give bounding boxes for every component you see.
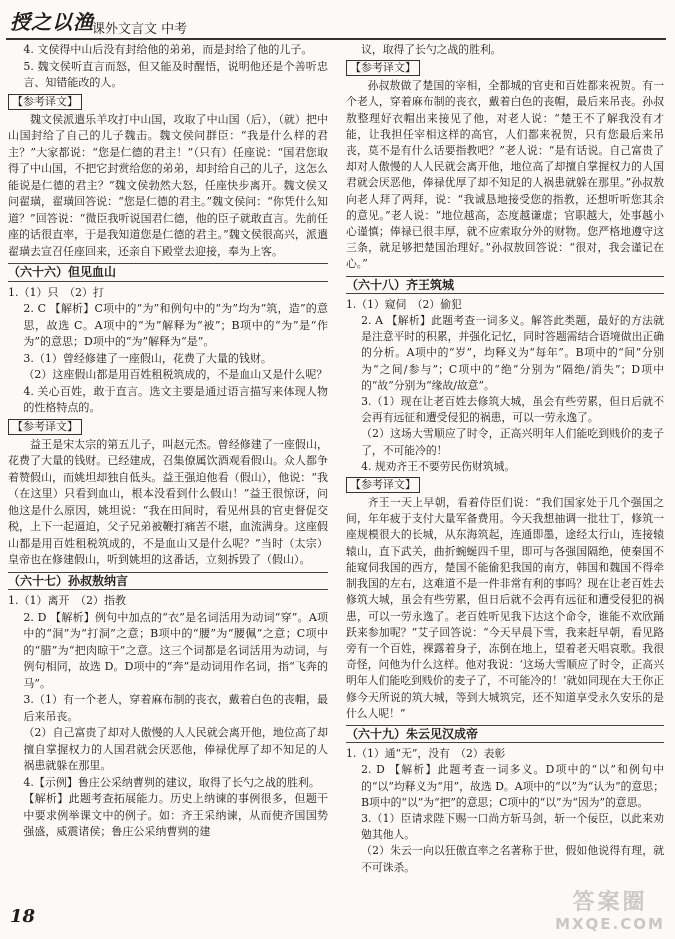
answer-3-1: 3.（1）有一个老人，穿着麻布制的丧衣，戴着白色的丧帽，最后来吊丧。 xyxy=(23,693,328,723)
watermark-url: MXQE.COM xyxy=(555,915,665,933)
header-subtitle: 课外文言文 中考 xyxy=(92,22,188,37)
answer-3-2: （2）这场大雪顺应了时令，正高兴明年人们能吃到贱价的麦子了，不可能冷的！ xyxy=(361,427,664,457)
answer-2: 2. D 【解析】此题考查一词多义。D项中的“以”和例句中的“以”均释义为“用”，故选 D。A项中的“以”为“认为”的意思；B项中的“以”为“把”的意思；C项中的“以”为“因为”的意思。 xyxy=(361,763,664,809)
section-heading-66: （六十六）但见血山 xyxy=(8,263,328,282)
page-header xyxy=(6,4,666,40)
translation-tag: 【参考译文】 xyxy=(8,419,82,435)
answer-3-2: （2）自己富贵了却对人傲慢的人人民就会离开他，地位高了却擅自掌握权力的人国君就会厌恶他，俸禄优厚了却不知足的人祸患就躲在那里。 xyxy=(23,726,328,772)
translation-tag: 【参考译文】 xyxy=(346,60,420,76)
answer-3-1: 3.（1）现在让老百姓去修筑大城，虽会有些劳累，但日后就不会再有远征和遭受侵犯的祸患，可以一劳永逸了。 xyxy=(361,395,664,425)
translation-tag: 【参考译文】 xyxy=(346,477,420,493)
answer-3-1: 3.（1）臣请求陛下赐一口尚方斩马剑，斩一个佞臣，以此来劝勉其他人。 xyxy=(361,811,664,842)
continued-text: 议，取得了长勺之战的胜利。 xyxy=(361,43,502,56)
answer-4: 4. 关心百姓，敢于直言。选文主要是通过语言描写来体现人物的性格特点的。 xyxy=(23,384,328,414)
translation-tag: 【参考译文】 xyxy=(8,94,82,110)
watermark-text: 答案圈 xyxy=(572,890,648,915)
translation-paragraph: 魏文侯派遣乐羊攻打中山国，攻取了中山国（后），（就）把中山国封给了自己的儿子魏击。魏文侯问群臣：“我是什么样的君主？”大家都说：“您是仁德的君主！”（只有）任座说：“国君您取得了中山国，不把它封赏给您的弟弟，却封给自己的儿子，这怎么能说是仁德的君主？”魏文侯勃然大怒，任座快步离开。魏文侯又问翟璜，翟璜回答说：“您是仁德的君主。”魏文侯问：“你凭什么知道？”回答说：“微臣我听说国君仁德，他的臣子就敢直言。先前任座的话很直率，于是我知道您是仁德的君主。”魏文侯很高兴，派遣翟璜去宣召任座回来，还亲自下殿堂去迎接，奉为上客。 xyxy=(8,112,328,258)
answer-1: 1.（1）窥伺 （2）偷犯 xyxy=(346,297,462,311)
answer-4: 4. 文侯得中山后没有封给他的弟弟，而是封给了他的儿子。 xyxy=(23,43,313,56)
answer-1: 1.（1）通“无”，没有 （2）表彰 xyxy=(346,747,506,761)
section-heading-69: （六十九）朱云见汉成帝 xyxy=(346,725,664,743)
answer-3-2: （2）这座假山都是用百姓租税筑成的，不是血山又是什么呢？ xyxy=(23,368,328,381)
answer-5: 5. 魏文侯听直言而怒，但又能及时醒悟，说明他还是个善听忠言、知错能改的人。 xyxy=(23,59,328,89)
answer-4: 4. 规劝齐王不要劳民伤财筑城。 xyxy=(361,459,516,473)
brand-logo: 授之以渔 xyxy=(10,10,94,34)
section-heading-67: （六十七）孙叔敖纳言 xyxy=(8,572,328,591)
answer-2: 2. A 【解析】此题考查一词多义。解答此类题，最好的方法就是注意平时的积累，并强化记忆，同时答题需结合语境做出正确的分析。A项中的“岁”，均释义为“每年”。B项中的“间”分别为“之间/参与”；C项中的“绝”分别为“隔绝/消失”；D项中的“故”分别为“缘故/故意”。 xyxy=(361,314,664,392)
analysis-paragraph: 【解析】此题考查拓展能力。历史上纳谏的事例很多，但题干中要求例举课文中的例子。如：齐王采纳谏，从而使齐国国势强盛，威震诸侯；鲁庄公采纳曹刿的建 xyxy=(23,792,328,838)
answer-1: 1.（1）离开 （2）指教 xyxy=(8,594,126,607)
left-column xyxy=(8,42,328,841)
translation-paragraph: 孙叔敖做了楚国的宰相，全都城的官吏和百姓都来祝贺。有一个老人，穿着麻布制的丧衣，戴着白色的丧帽，最后来吊丧。孙叔敖整理好衣帽出来接见了他，对老人说：“楚王不了解我没有才能，让我担任宰相这样的高官，人们都来祝贺，只有您最后来吊丧，莫不是有什么话要指教吧？”老人说：“是有话说。自己富贵了却对人傲慢的人人民就会离开他，地位高了却擅自掌握权力的人国君就会厌恶他，俸禄优厚了却不知足的人祸患就躲在那里。”孙叔敖向老人拜了两拜，说：“我诚恳地接受您的指教，还想听听您其余的意见。”老人说：“地位越高，态度越谦虚；官职越大，处事越小心谨慎；俸禄已很丰厚，就不应索取分外的财物。您严格地遵守这三条，就足够把楚国治理好。”孙叔敖回答说：“很对，我会谨记在心。” xyxy=(346,79,664,271)
right-column xyxy=(346,42,664,876)
answer-2: 2. D 【解析】例句中加点的“衣”是名词活用为动词“穿”。A项中的“洞”为“打洞”之意；B项中的“腰”为“腰佩”之意；C项中的“腊”为“把肉晾干”之意。这三个词都是名词活用为动词，与例句相同，故选 D。D项中的“奔”是动词用作名词，指“飞奔的马”。 xyxy=(23,610,328,690)
answer-4: 4.【示例】鲁庄公采纳曹刿的建议，取得了长勺之战的胜利。 xyxy=(23,775,320,789)
answer-2: 2. C 【解析】C项中的“为”和例句中的“为”均为“筑，造”的意思，故选 C。A项中的“为”解释为“被”；B项中的“为”是“作为”的意思；D项中的“为”解释为“是”。 xyxy=(23,302,328,348)
answer-1: 1.（1）只 （2）打 xyxy=(8,285,104,299)
page-number: 18 xyxy=(10,906,36,927)
answer-3-2: （2）朱云一向以狂傲直率之名著称于世，假如他说得有理，就不可诛杀。 xyxy=(361,844,664,874)
translation-paragraph: 益王是宋太宗的第五儿子，叫赵元杰。曾经修建了一座假山，花费了大量的钱财。已经建成，召集僚属饮酒观看假山。众人都争着赞假山，而姚坦却独自低头。益王强迫他看（假山），他说：“我（在这里）只看到血山，根本没看到什么假山！”益王很惊讶，问他这是什么原因，姚坦说：“我在田间时，看见州县的官吏督促交税，上下一起逼迫，父子兄弟被鞭打痛苦不堪，血流满身。这座假山都是用百姓租税筑成的，不是血山又是什么呢？”当时（太宗）皇帝也在修建假山，听到姚坦的这番话，立刻拆毁了（假山）。 xyxy=(8,437,328,566)
answer-3-1: 3.（1）曾经修建了一座假山，花费了大量的钱财。 xyxy=(23,351,272,365)
translation-paragraph: 齐王一天上早朝，看着侍臣们说：“我们国家处于几个强国之间，年年疲于支付大量军备费用。今天我想抽调一批壮丁，修筑一座规模很大的长城，从东海筑起，连通即墨，途经太行山，连接辕辕山，直下武关，曲折蜿蜒四千里，即可与各强国隔绝，使秦国不能窥伺我国的西方，楚国不能偷犯我国的南方，韩国和魏国不得牵制我国的左右，这难道不是一件非常有利的事吗？现在让老百姓去修筑大城，虽会有些劳累，但日后就不会再有远征和遭受侵犯的祸患，可以一劳永逸了。老百姓听见我下达这个命令，谁能不欢欣踊跃来参加呢？”艾子回答说：“今天早晨下雪，我来赶早朝，看见路旁有一个百姓，裸露着身子，冻倒在地上，望着老天唱哀歌。我很奇怪，问他为什么这样。他对我说：‘这场大雪顺应了时令，正高兴明年人们能吃到贱价的麦子了，不可能冷的！’就如同现在大王你正修今天所说的筑大城，等到大城筑完，还不知道享受永久安乐的是什么人呢！” xyxy=(346,496,664,720)
section-heading-68: （六十八）齐王筑城 xyxy=(346,276,664,294)
watermark xyxy=(551,891,669,935)
